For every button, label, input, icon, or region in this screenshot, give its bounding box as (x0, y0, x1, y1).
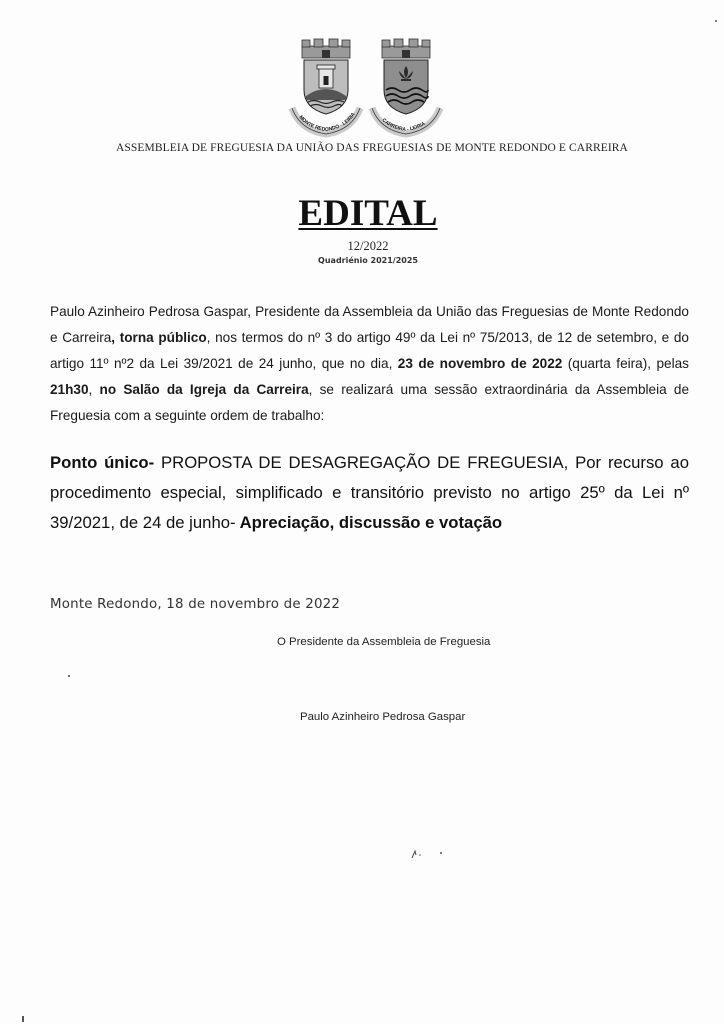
intro-part-5: , (88, 382, 100, 397)
scan-speck (440, 852, 442, 854)
intro-part-4: (quarta feira), pelas (562, 356, 689, 371)
scan-speck (68, 675, 70, 677)
signature-name: Paulo Azinheiro Pedrosa Gaspar (300, 711, 466, 723)
agenda-item (50, 448, 689, 538)
assembly-header: ASSEMBLEIA DE FREGUESIA DA UNIÃO DAS FREGUESIAS DE MONTE REDONDO E CARREIRA (116, 142, 628, 154)
session-date: 23 de novembro de 2022 (397, 356, 563, 371)
scan-mark-icon (410, 849, 424, 859)
intro-paragraph (50, 299, 689, 429)
place-date: Monte Redondo, 18 de novembro de 2022 (50, 597, 341, 612)
right-crest-motto: CARREIRA - LEIRIA (380, 117, 427, 134)
carreira-crest-svg (366, 38, 446, 140)
intro-part-6: , se realizará uma sessão extraordinária da Assembleia de Freguesia com a seguinte ordem de trabalho: (50, 382, 689, 423)
agenda-label: Ponto único- (50, 453, 155, 472)
monte-redondo-crest-svg (286, 38, 366, 140)
signature-role: O Presidente da Assembleia de Freguesia (277, 636, 491, 648)
agenda-text: PROPOSTA DE DESAGREGAÇÃO DE FREGUESIA, Por recurso ao procedimento especial, simplificado e transitório previsto no artigo 25º da Lei nº 39/2021, de 24 de junho- (50, 453, 689, 532)
session-time: 21h30 (50, 382, 89, 397)
crests-header (286, 38, 446, 140)
scan-speck (715, 20, 717, 22)
document-title (0, 192, 724, 235)
edital-number: 12/2022 (347, 239, 389, 253)
session-place: no Salão da Igreja da Carreira (99, 382, 309, 397)
intro-part-3: , nos termos do nº 3 do artigo 49º da Lei nº 75/2013, de 12 de setembro, e do artigo 11º nº2 da Lei 39/2021 de 24 junho, que no dia, (50, 330, 689, 371)
scan-speck (22, 1016, 24, 1022)
left-crest-motto: MONTE REDONDO - LEIRIA (297, 111, 357, 134)
carreira-crest-icon (366, 38, 446, 140)
intro-announce: , torna público (111, 330, 207, 345)
agenda-action: Apreciação, discussão e votação (235, 513, 503, 532)
document-title-text: EDITAL (298, 193, 438, 234)
monte-redondo-crest-icon (286, 38, 366, 140)
quadrennium-label: Quadriénio 2021/2025 (318, 256, 418, 265)
intro-part-1: Paulo Azinheiro Pedrosa Gaspar, Presidente da Assembleia da União das Freguesias de Monte Redondo e Carreira (50, 304, 689, 345)
